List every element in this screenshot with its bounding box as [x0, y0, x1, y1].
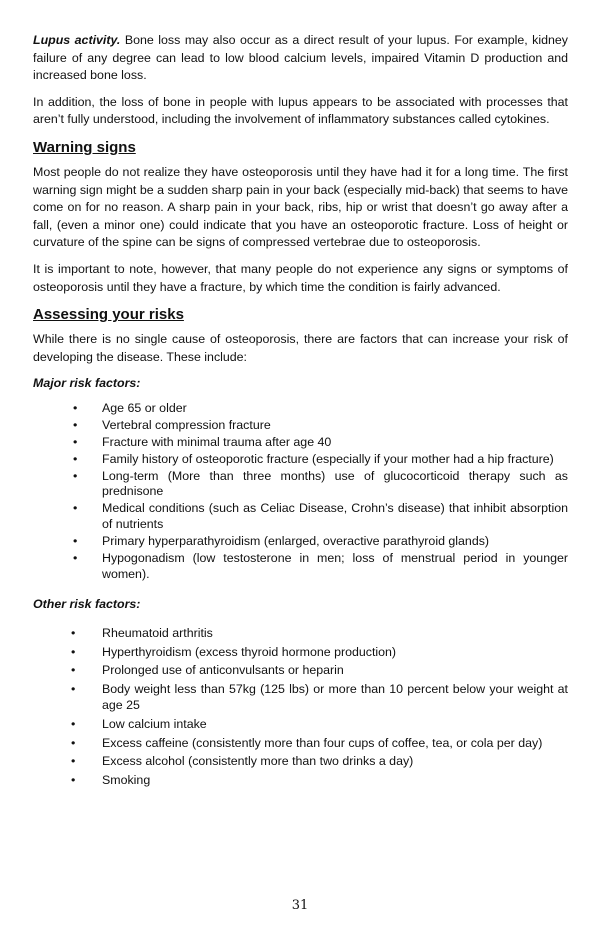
bullet-icon: • — [73, 417, 78, 432]
other-risk-factors-list — [33, 626, 568, 789]
list-item — [33, 401, 568, 417]
bullet-icon: • — [73, 451, 78, 466]
list-item-text: Hypogonadism (low testosterone in men; loss of menstrual period in younger women). — [102, 550, 568, 581]
bullet-icon: • — [73, 434, 78, 449]
bullet-icon: • — [71, 663, 76, 678]
list-item — [33, 754, 568, 770]
list-item — [33, 551, 568, 582]
list-item — [33, 682, 568, 714]
list-item — [33, 501, 568, 532]
list-item-text: Long-term (More than three months) use of glucocorticoid therapy such as prednisone — [102, 468, 568, 499]
list-item-text: Smoking — [102, 773, 151, 788]
document-page — [33, 32, 568, 792]
list-item — [33, 717, 568, 733]
bullet-icon: • — [71, 754, 76, 769]
lupus-activity-lead: Lupus activity. — [33, 33, 121, 47]
bullet-icon: • — [73, 468, 78, 483]
bullet-icon: • — [71, 735, 76, 750]
bullet-icon: • — [73, 400, 78, 415]
list-item-text: Excess alcohol (consistently more than two drinks a day) — [102, 754, 414, 769]
major-risk-factors-list — [33, 401, 568, 582]
list-item-text: Hyperthyroidism (excess thyroid hormone production) — [102, 644, 397, 659]
list-item — [33, 435, 568, 451]
cytokines-paragraph: In addition, the loss of bone in people with lupus appears to be associated with processes that aren’t fully understood, including the involvement of inflammatory substances called cytokines. — [33, 94, 568, 127]
bullet-icon: • — [73, 501, 78, 516]
list-item-text: Vertebral compression fracture — [102, 417, 271, 432]
warning-paragraph-2: It is important to note, however, that many people do not experience any signs or symptoms of osteoporosis until they have a fracture, by which time the condition is fairly advanced. — [33, 261, 568, 294]
list-item — [33, 663, 568, 679]
other-risk-factors-label: Other risk factors: — [33, 597, 141, 612]
list-item — [33, 773, 568, 789]
list-item — [33, 469, 568, 500]
bullet-icon: • — [71, 625, 76, 640]
major-risk-factors-label: Major risk factors: — [33, 376, 141, 391]
list-item-text: Low calcium intake — [102, 716, 207, 731]
lupus-activity-text: Bone loss may also occur as a direct result of your lupus. For example, kidney failure of any degree can lead to low blood calcium levels, impaired Vitamin D production and increased bone loss. — [33, 33, 568, 83]
list-item — [33, 534, 568, 550]
list-item-text: Excess caffeine (consistently more than four cups of coffee, tea, or cola per day) — [102, 735, 543, 750]
assessing-risks-heading: Assessing your risks — [33, 306, 184, 324]
list-item — [33, 736, 568, 752]
bullet-icon: • — [71, 682, 76, 697]
list-item — [33, 452, 568, 468]
warning-paragraph-1: Most people do not realize they have osteoporosis until they have had it for a long time. The first warning sign might be a sudden sharp pain in your back (especially mid-back) that seems to have come on for no reason. A sharp pain in your back, ribs, hip or wrist that doesn’t go away after a fall, (even a minor one) could indicate that you have an osteoporotic fracture. Loss of height or curvature of the spine can be signs of compressed vertebrae due to osteoporosis. — [33, 164, 568, 250]
list-item — [33, 418, 568, 434]
risks-intro-paragraph: While there is no single cause of osteoporosis, there are factors that can increase your risk of developing the disease. These include: — [33, 332, 568, 364]
list-item-text: Medical conditions (such as Celiac Disease, Crohn’s disease) that inhibit absorption of nutrients — [102, 501, 568, 532]
bullet-icon: • — [71, 644, 76, 659]
bullet-icon: • — [71, 716, 76, 731]
bullet-icon: • — [71, 773, 76, 788]
list-item-text: Body weight less than 57kg (125 lbs) or more than 10 percent below your weight at age 25 — [102, 682, 568, 712]
list-item-text: Fracture with minimal trauma after age 40 — [102, 434, 332, 449]
list-item — [33, 645, 568, 661]
page-number: 31 — [291, 898, 309, 913]
list-item — [33, 626, 568, 642]
lupus-activity-paragraph — [33, 32, 568, 85]
bullet-icon: • — [73, 534, 78, 548]
list-item-text: Rheumatoid arthritis — [102, 625, 213, 640]
list-item-text: Prolonged use of anticonvulsants or heparin — [102, 663, 344, 678]
warning-signs-heading: Warning signs — [33, 138, 136, 156]
list-item-text: Family history of osteoporotic fracture (especially if your mother had a hip fracture) — [102, 451, 554, 466]
list-item-text: Age 65 or older — [102, 400, 187, 415]
list-item-text: Primary hyperparathyroidism (enlarged, overactive parathyroid glands) — [102, 534, 490, 548]
bullet-icon: • — [73, 550, 78, 565]
